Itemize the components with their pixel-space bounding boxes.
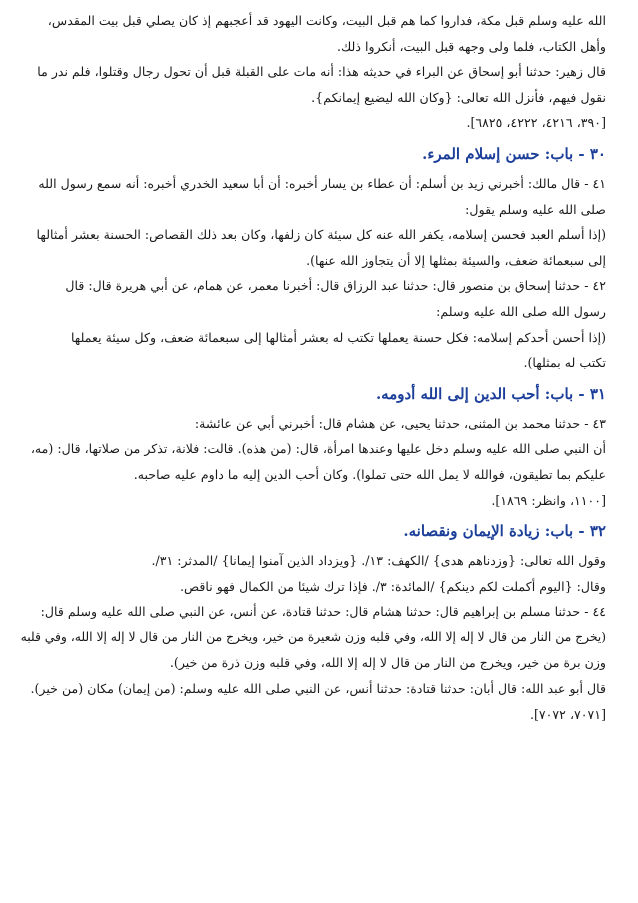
- text-line: وقال: {اليوم أكملت لكم دينكم} /المائدة: ٣/. فإذا ترك شيئا من الكمال فهو ناقص.: [179, 578, 606, 594]
- text-line: (يخرج من النار من قال لا إله إلا الله، وفي قلبه وزن شعيرة من خير، ويخرج من النار من قال لا إله إلا الله، وفي قلبه: [20, 629, 606, 644]
- text-line: ٤٤ - حدثنا مسلم بن إبراهيم قال: حدثنا هشام قال: حدثنا قتادة، عن أنس، عن النبي صلى الله عليه وسلم قال:: [40, 604, 606, 620]
- reference-line: [٧٠٧١، ٧٠٧٢].: [529, 706, 606, 722]
- text-line: الله عليه وسلم قبل مكة، فداروا كما هم قبل البيت، وكانت اليهود قد أعجبهم إذ كان يصلي قبل بيت المقدس،: [47, 13, 606, 28]
- text-line: إلى سبعمائة ضعف، والسيئة بمثلها إلا أن يتجاوز الله عنها).: [306, 252, 606, 268]
- chapter-heading-32: ٣٢ - باب: زيادة الإيمان ونقصانه.: [403, 522, 606, 541]
- text-line: قال زهير: حدثنا أبو إسحاق عن البراء في حديثه هذا: أنه مات على القبلة قبل أن تحول رجال وقتلوا، فلم ندر ما: [37, 64, 606, 80]
- text-line: صلى الله عليه وسلم يقول:: [465, 201, 606, 217]
- text-line: قال أبو عبد الله: قال أبان: حدثنا قتادة: حدثنا أنس، عن النبي صلى الله عليه وسلم: (من إيمان) مكان (من خير).: [30, 681, 606, 697]
- chapter-heading-30: ٣٠ - باب: حسن إسلام المرء.: [422, 144, 606, 163]
- chapter-heading-31: ٣١ - باب: أحب الدين إلى الله أدومه.: [375, 384, 606, 403]
- text-line: ٤٣ - حدثنا محمد بن المثنى، حدثنا يحيى، عن هشام قال: أخبرني أبي عن عائشة:: [194, 415, 606, 431]
- text-block-3: [18, 411, 606, 513]
- text-line: تكتب له بمثلها).: [523, 355, 606, 371]
- text-line: ٤٢ - حدثنا إسحاق بن منصور قال: حدثنا عبد الرزاق قال: أخبرنا معمر، عن همام، عن أبي هريرة قال: قال: [65, 278, 606, 294]
- text-line: نقول فيهم، فأنزل الله تعالى: {وكان الله ليضيع إيمانكم}.: [311, 89, 606, 105]
- text-line: عليكم بما تطيقون، فوالله لا يمل الله حتى تملوا). وكان أحب الدين إليه ما داوم عليه صاحبه.: [133, 466, 606, 482]
- text-block-4: [18, 548, 606, 727]
- text-line: ٤١ - قال مالك: أخبرني زيد بن أسلم: أن عطاء بن يسار أخبره: أن أبا سعيد الخدري أخبره: أنه سمع رسول الله: [38, 175, 606, 191]
- reference-line: [٣٩٠، ٤٢١٦، ٤٢٢٢، ٦٨٢٥].: [466, 115, 606, 131]
- text-line: أن النبي صلى الله عليه وسلم دخل عليها وعندها امرأة، قال: (من هذه). قالت: فلانة، تذكر من صلاتها، قال: (مه،: [30, 441, 606, 457]
- text-line: (إذا أسلم العبد فحسن إسلامه، يكفر الله عنه كل سيئة كان زلفها، وكان بعد ذلك القصاص: الحسنة بعشر أمثالها: [36, 227, 606, 243]
- text-line: وأهل الكتاب، فلما ولى وجهه قبل البيت، أنكروا ذلك.: [336, 38, 606, 54]
- text-line: وقول الله تعالى: {وزدناهم هدى} /الكهف: ١٣/. {ويزداد الذين آمنوا إيمانا} /المدثر: ٣١/.: [151, 553, 606, 569]
- text-line: وزن برة من خير، ويخرج من النار من قال لا إله إلا الله، وفي قلبه وزن ذرة من خير).: [169, 655, 606, 671]
- text-block-1: [18, 8, 606, 136]
- text-block-2: [18, 171, 606, 376]
- reference-line: [١١٠٠، وانظر: ١٨٦٩].: [491, 492, 606, 508]
- text-line: (إذا أحسن أحدكم إسلامه: فكل حسنة يعملها تكتب له بعشر أمثالها إلى سبعمائة ضعف، وكل سيئة يعملها: [70, 329, 606, 345]
- text-line: رسول الله صلى الله عليه وسلم:: [436, 303, 606, 319]
